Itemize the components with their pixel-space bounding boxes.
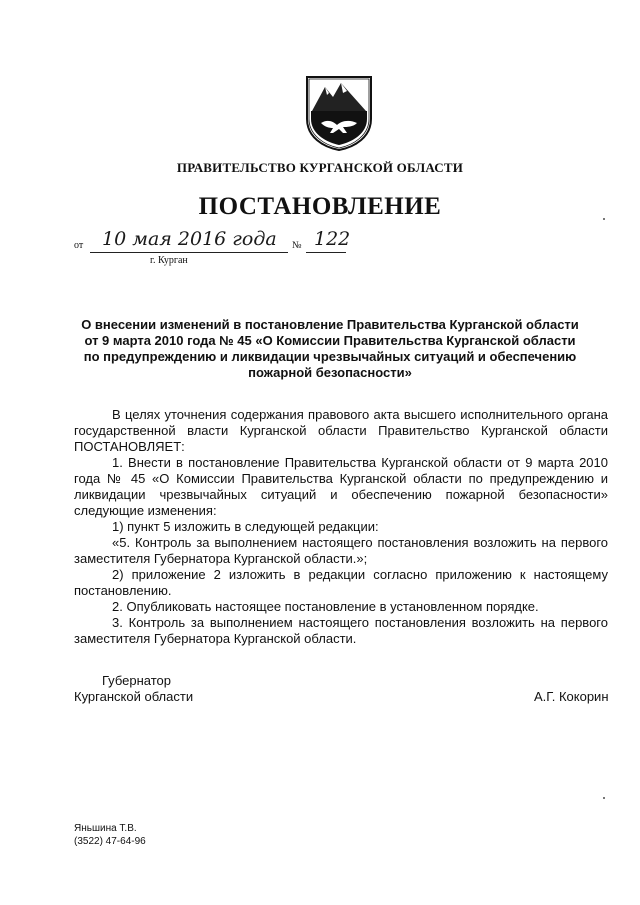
document-type-heading: ПОСТАНОВЛЕНИЕ <box>198 193 442 220</box>
signatory-title-line: Губернатор <box>102 673 171 688</box>
preamble-paragraph: В целях уточнения содержания правового акта высшего исполнительного органа государственной власти Курганской области Правительство Курганской области ПОСТАНОВЛЯЕТ: <box>74 407 608 454</box>
clause-1-paragraph: 1. Внести в постановление Правительства Курганской области от 9 марта 2010 года № 45 «О Комиссии Правительства Курганской области по предупреждению и ликвидации чрезвычайных ситуаций и обеспечению пожарной безопасности» следующие изменения: <box>74 455 608 518</box>
handwritten-number: 122 <box>314 228 351 250</box>
document-body <box>74 407 608 647</box>
subject-line: по предупреждению и ликвидации чрезвычайных ситуаций и обеспечению <box>83 349 577 364</box>
executor-phone: (3522) 47-64-96 <box>74 836 146 847</box>
subject-line: пожарной безопасности» <box>248 365 412 380</box>
signatory-name: А.Г. Кокорин <box>534 689 609 704</box>
number-underline <box>306 252 346 253</box>
subject-line: О внесении изменений в постановление Правительства Курганской области <box>81 317 579 332</box>
subject-line: от 9 марта 2010 года № 45 «О Комиссии Правительства Курганской области <box>84 333 576 348</box>
number-label: № <box>292 240 302 251</box>
clause-2-paragraph: 2. Опубликовать настоящее постановление в установленном порядке. <box>112 599 539 614</box>
executor-info <box>74 822 146 848</box>
from-label: от <box>74 240 84 251</box>
signatory-title <box>74 673 193 705</box>
document-subject <box>80 317 580 381</box>
document-meta <box>74 228 374 268</box>
quoted-clause-paragraph: «5. Контроль за выполнением настоящего постановления возложить на первого заместителя Губернатора Курганской области.»; <box>74 535 608 566</box>
city-label: г. Курган <box>150 255 188 266</box>
handwritten-date: 10 мая 2016 года <box>102 228 277 250</box>
scan-speck <box>603 218 605 220</box>
government-title: ПРАВИТЕЛЬСТВО КУРГАНСКОЙ ОБЛАСТИ <box>176 160 464 175</box>
signatory-title-line: Курганской области <box>74 689 194 704</box>
date-underline <box>90 252 288 253</box>
scan-speck <box>603 797 605 799</box>
clause-3-paragraph: 3. Контроль за выполнением настоящего постановления возложить на первого заместителя Губернатора Курганской области. <box>74 615 608 646</box>
subclause-2-paragraph: 2) приложение 2 изложить в редакции согласно приложению к настоящему постановлению. <box>74 567 608 598</box>
subclause-1-paragraph: 1) пункт 5 изложить в следующей редакции: <box>112 519 379 534</box>
coat-of-arms-emblem <box>303 73 375 151</box>
executor-name: Яньшина Т.В. <box>74 823 137 834</box>
